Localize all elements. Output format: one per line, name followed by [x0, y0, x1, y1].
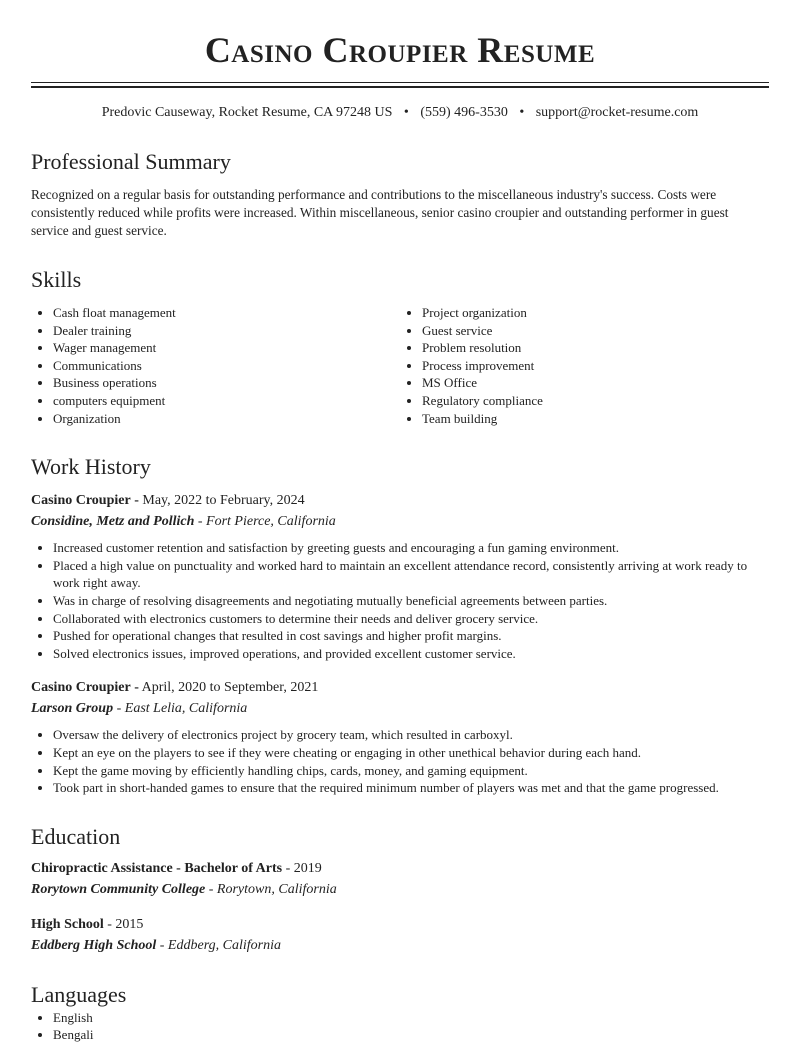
job-title: Casino Croupier	[31, 680, 131, 696]
job-title-line	[31, 491, 769, 510]
job-company-line	[31, 699, 769, 718]
work-history-heading: Work History	[31, 454, 151, 480]
education-dash: -	[285, 860, 291, 876]
job-bullet: • Took part in short-handed games to ensure that the required minimum number of players was met and that the game progressed.	[53, 779, 769, 797]
skill-item: • Communications	[53, 357, 400, 375]
skill-item: • Team building	[422, 410, 769, 428]
job-location: East Lelia, California	[124, 701, 248, 717]
header-divider-thick	[31, 86, 769, 88]
education-dash: -	[107, 916, 112, 932]
job-company-line	[31, 512, 769, 531]
job-title-line	[31, 678, 769, 697]
job-bullets	[31, 539, 769, 662]
header-divider-thin	[31, 82, 769, 83]
contact-separator: •	[519, 105, 525, 120]
job-dash: -	[197, 514, 203, 530]
skill-item: • Business operations	[53, 374, 400, 392]
skills-list	[31, 304, 769, 427]
skill-item: • Organization	[53, 410, 400, 428]
job-bullet: • Placed a high value on punctuality and worked hard to maintain an excellent attendance record, consistently arriving at work ready to work right away.	[53, 557, 769, 592]
education-school-line	[31, 936, 769, 955]
skill-item: • Process improvement	[422, 357, 769, 375]
language-item: • Bengali	[53, 1026, 769, 1044]
summary-text: Recognized on a regular basis for outstanding performance and contributions to the miscellaneous industry's success. Costs were consistently reduced while profits were increased. Within miscellaneous, senior casino croupier and outstanding performer in guest service and guest service.	[31, 187, 729, 238]
job-company: Larson Group	[31, 701, 114, 717]
skill-item: • Dealer training	[53, 322, 400, 340]
summary-heading: Professional Summary	[31, 149, 231, 174]
skill-item: • MS Office	[422, 374, 769, 392]
skill-item: • computers equipment	[53, 392, 400, 410]
job-dash: -	[134, 493, 139, 509]
job-bullets	[31, 726, 769, 796]
education-location: Rorytown, California	[216, 881, 337, 897]
education-school: Rorytown Community College	[31, 881, 206, 897]
job-location: Fort Pierce, California	[206, 514, 336, 530]
job-entry	[31, 491, 769, 662]
job-bullet: • Oversaw the delivery of electronics project by grocery team, which resulted in carboxyl.	[53, 726, 769, 744]
job-bullet: • Was in charge of resolving disagreements and negotiating mutually beneficial agreements between parties.	[53, 592, 769, 610]
education-dash: -	[208, 881, 214, 897]
contact-email: support@rocket-resume.com	[535, 105, 699, 120]
skill-item: • Wager management	[53, 339, 400, 357]
education-year: 2019	[293, 860, 322, 876]
contact-address: Predovic Causeway, Rocket Resume, CA 97248 US	[101, 105, 393, 120]
resume-title: Casino Croupier Resume	[204, 30, 596, 70]
contact-line	[31, 104, 769, 122]
education-year: 2015	[115, 916, 144, 932]
job-entry	[31, 678, 769, 796]
job-bullet: • Kept the game moving by efficiently handling chips, cards, money, and gaming equipment.	[53, 762, 769, 780]
job-company: Considine, Metz and Pollich	[31, 514, 195, 530]
job-dates: April, 2020 to September, 2021	[141, 680, 319, 696]
job-bullet: • Collaborated with electronics customers to determine their needs and deliver grocery service.	[53, 610, 769, 628]
education-school: Eddberg High School	[31, 937, 157, 953]
skill-item: • Problem resolution	[422, 339, 769, 357]
education-degree-line	[31, 859, 769, 878]
language-item: • English	[53, 1009, 769, 1027]
job-dash: -	[116, 701, 122, 717]
job-dash: -	[134, 680, 139, 696]
education-dash: -	[159, 937, 165, 953]
skills-column-left	[31, 304, 400, 427]
education-school-line	[31, 880, 769, 899]
job-title: Casino Croupier	[31, 493, 131, 509]
education-heading: Education	[31, 823, 121, 849]
education-entry	[31, 859, 769, 899]
contact-separator: •	[403, 105, 409, 120]
education-degree: Chiropractic Assistance - Bachelor of Arts	[31, 860, 283, 876]
education-location: Eddberg, California	[167, 937, 281, 953]
job-bullet: • Pushed for operational changes that resulted in cost savings and higher profit margins.	[53, 627, 769, 645]
contact-phone: (559) 496-3530	[420, 105, 508, 120]
skill-item: • Cash float management	[53, 304, 400, 322]
education-degree-line	[31, 915, 769, 934]
skill-item: • Guest service	[422, 322, 769, 340]
languages-list	[31, 1009, 769, 1044]
job-bullet: • Solved electronics issues, improved operations, and provided excellent customer service.	[53, 645, 769, 663]
skills-heading: Skills	[31, 267, 82, 292]
job-dates: May, 2022 to February, 2024	[142, 493, 305, 509]
skill-item: • Project organization	[422, 304, 769, 322]
job-bullet: • Increased customer retention and satisfaction by greeting guests and encouraging a fun gaming environment.	[53, 539, 769, 557]
skill-item: • Regulatory compliance	[422, 392, 769, 410]
education-entry	[31, 915, 769, 955]
skills-column-right	[400, 304, 769, 427]
job-bullet: • Kept an eye on the players to see if they were cheating or engaging in other unethical behavior during each hand.	[53, 744, 769, 762]
education-degree: High School	[31, 916, 104, 932]
languages-heading: Languages	[31, 981, 127, 1007]
